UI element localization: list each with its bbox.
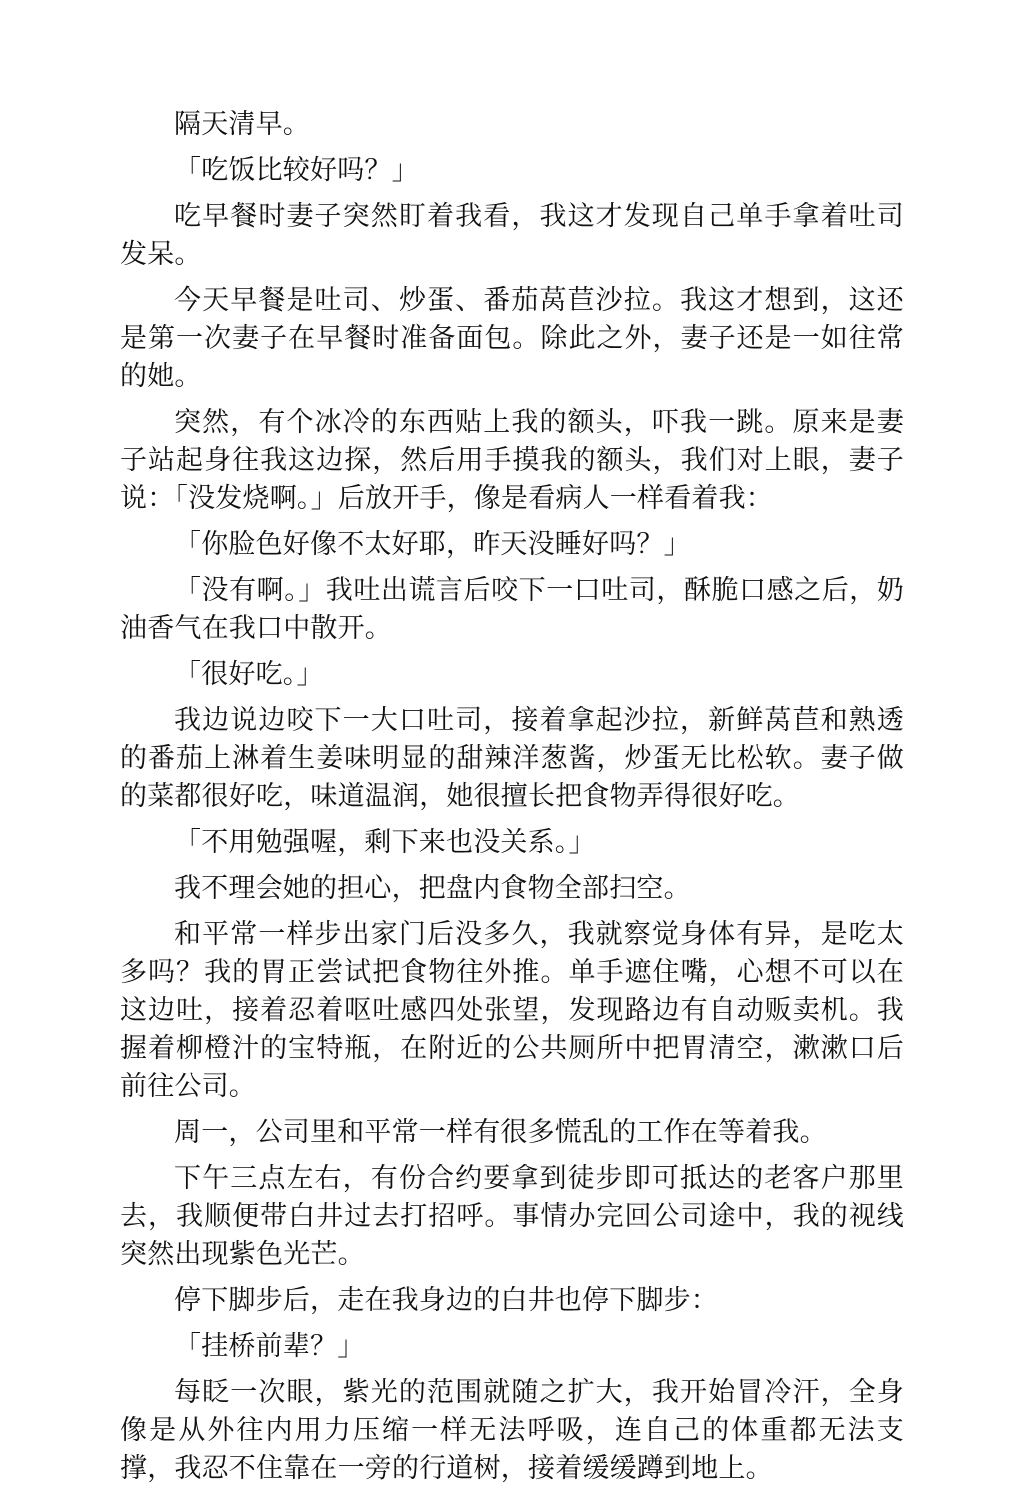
paragraph-dialogue: 「挂桥前辈？」 xyxy=(174,1331,365,1362)
paragraph: 停下脚步后，走在我身边的白井也停下脚步： xyxy=(174,1285,718,1316)
paragraph: 每眨一次眼，紫光的范围就随之扩大，我开始冒冷汗，全身像是从外往内用力压缩一样无法呼吸，连自己的体重都无法支撑，我忍不住靠在一旁的行道树，接着缓缓蹲到地上。 xyxy=(120,1377,904,1484)
paragraph-dialogue: 「没有啊。」我吐出谎言后咬下一口吐司，酥脆口感之后，奶油香气在我口中散开。 xyxy=(120,575,904,644)
paragraph-dialogue: 「不用勉强喔，剩下来也没关系。」 xyxy=(174,827,596,858)
paragraph-dialogue: 「吃饭比较好吗？」 xyxy=(174,155,419,186)
paragraph: 吃早餐时妻子突然盯着我看，我这才发现自己单手拿着吐司发呆。 xyxy=(120,201,904,270)
paragraph: 下午三点左右，有份合约要拿到徒步即可抵达的老客户那里去，我顺便带白井过去打招呼。事情办完回公司途中，我的视线突然出现紫色光芒。 xyxy=(120,1163,904,1270)
paragraph: 隔天清早。 xyxy=(174,109,310,140)
paragraph-dialogue: 「你脸色好像不太好耶，昨天没睡好吗？」 xyxy=(174,529,691,560)
body-text-column xyxy=(120,106,904,1488)
paragraph-dialogue: 「很好吃。」 xyxy=(174,659,324,690)
paragraph: 我不理会她的担心，把盘内食物全部扫空。 xyxy=(174,873,691,904)
paragraph: 周一，公司里和平常一样有很多慌乱的工作在等着我。 xyxy=(174,1117,827,1148)
paragraph: 今天早餐是吐司、炒蛋、番茄莴苣沙拉。我这才想到，这还是第一次妻子在早餐时准备面包。除此之外，妻子还是一如往常的她。 xyxy=(120,285,904,392)
paragraph: 突然，有个冰冷的东西贴上我的额头，吓我一跳。原来是妻子站起身往我这边探，然后用手摸我的额头，我们对上眼，妻子说：「没发烧啊。」后放开手，像是看病人一样看着我： xyxy=(120,407,904,514)
paragraph: 和平常一样步出家门后没多久，我就察觉身体有异，是吃太多吗？我的胃正尝试把食物往外推。单手遮住嘴，心想不可以在这边吐，接着忍着呕吐感四处张望，发现路边有自动贩卖机。我握着柳橙汁的宝特瓶，在附近的公共厕所中把胃清空，漱漱口后前往公司。 xyxy=(120,919,904,1102)
paragraph: 我边说边咬下一大口吐司，接着拿起沙拉，新鲜莴苣和熟透的番茄上淋着生姜味明显的甜辣洋葱酱，炒蛋无比松软。妻子做的菜都很好吃，味道温润，她很擅长把食物弄得很好吃。 xyxy=(120,705,904,812)
